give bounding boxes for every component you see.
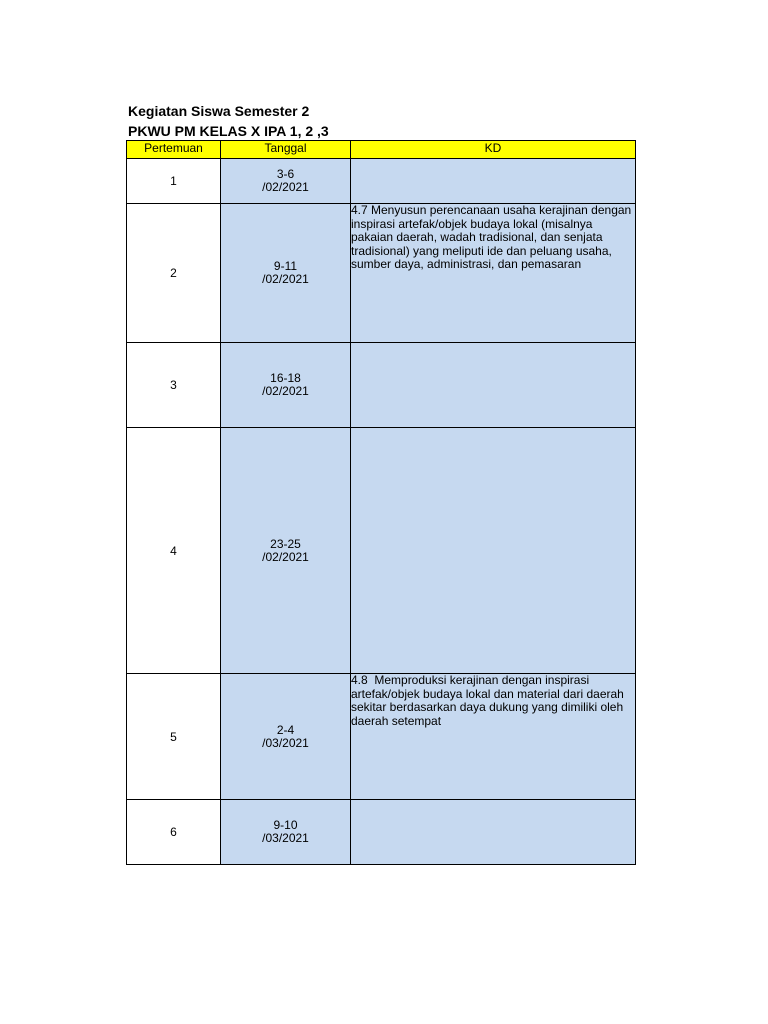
table-row xyxy=(127,204,636,343)
header-tanggal: Tanggal xyxy=(221,141,351,159)
table-row xyxy=(127,800,636,865)
tanggal-month-year: /03/2021 xyxy=(262,735,309,750)
kd-cell: 4.8 Memproduksi kerajinan dengan inspirasi artefak/objek budaya lokal dan material dari daerah sekitar berdasarkan daya dukung yang dimiliki oleh daerah setempat xyxy=(351,674,636,800)
tanggal-days: 23-25 xyxy=(270,536,301,551)
pertemuan-cell: 2 xyxy=(127,204,221,343)
document-title: Kegiatan Siswa Semester 2 xyxy=(128,103,310,119)
pertemuan-cell: 6 xyxy=(127,800,221,865)
kd-cell xyxy=(351,800,636,865)
tanggal-cell xyxy=(221,800,351,865)
tanggal-days: 3-6 xyxy=(276,167,295,181)
table-row xyxy=(127,343,636,428)
tanggal-cell xyxy=(221,204,351,343)
tanggal-month-year: /03/2021 xyxy=(262,831,309,845)
tanggal-days: 9-10 xyxy=(273,818,298,832)
table-header-row xyxy=(127,141,636,159)
pertemuan-cell: 4 xyxy=(127,428,221,674)
header-pertemuan: Pertemuan xyxy=(127,141,221,159)
table-row xyxy=(127,428,636,674)
tanggal-month-year: /02/2021 xyxy=(262,549,309,564)
tanggal-month-year: /02/2021 xyxy=(262,180,309,194)
pertemuan-cell: 1 xyxy=(127,159,221,204)
kd-cell xyxy=(351,428,636,674)
schedule-table xyxy=(126,140,636,865)
tanggal-cell xyxy=(221,428,351,674)
table-row xyxy=(127,159,636,204)
document-title-block xyxy=(128,101,329,141)
kd-cell xyxy=(351,343,636,428)
kd-cell xyxy=(351,159,636,204)
tanggal-cell xyxy=(221,674,351,800)
table-row xyxy=(127,674,636,800)
pertemuan-cell: 3 xyxy=(127,343,221,428)
tanggal-days: 2-4 xyxy=(276,722,295,737)
tanggal-cell xyxy=(221,159,351,204)
document-subtitle: PKWU PM KELAS X IPA 1, 2 ,3 xyxy=(128,123,329,139)
tanggal-month-year: /02/2021 xyxy=(262,272,309,286)
header-kd: KD xyxy=(351,141,636,159)
tanggal-cell xyxy=(221,343,351,428)
kd-cell: 4.7 Menyusun perencanaan usaha kerajinan dengan inspirasi artefak/objek budaya lokal (misalnya pakaian daerah, wadah tradisional, dan senjata tradisional) yang meliputi ide dan peluang usaha, sumber daya, administrasi, dan pemasaran xyxy=(351,204,636,343)
tanggal-month-year: /02/2021 xyxy=(262,384,309,398)
pertemuan-cell: 5 xyxy=(127,674,221,800)
tanggal-days: 9-11 xyxy=(273,259,298,273)
tanggal-days: 16-18 xyxy=(270,371,301,385)
